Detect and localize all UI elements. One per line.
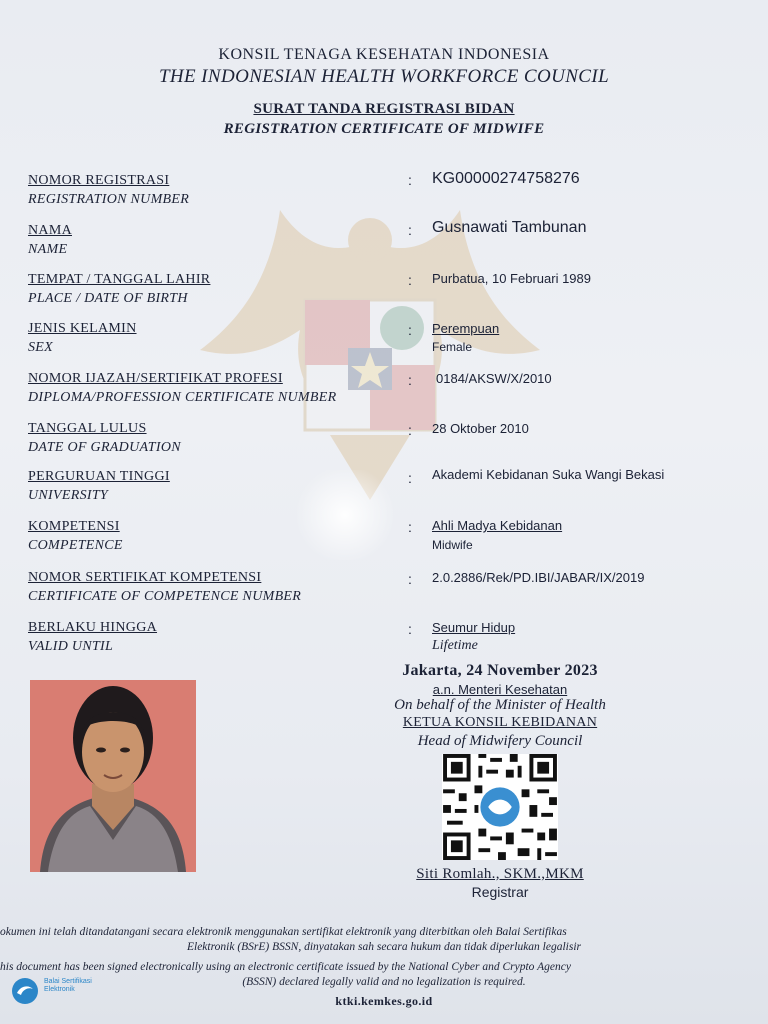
colon: : bbox=[408, 222, 412, 238]
registrar-name: Siti Romlah., SKM.,MKM bbox=[416, 866, 584, 882]
graduation-label: TANGGAL LULUS bbox=[28, 421, 147, 436]
name-sublabel: NAME bbox=[28, 242, 68, 257]
certificate-title-en: REGISTRATION CERTIFICATE OF MIDWIFE bbox=[223, 121, 545, 137]
colon: : bbox=[408, 571, 412, 587]
sex-label: JENIS KELAMIN bbox=[28, 321, 137, 336]
footer-note-en-2: (BSSN) declared legally valid and no legalization is required. bbox=[242, 976, 526, 988]
competence-cert-sublabel: CERTIFICATE OF COMPETENCE NUMBER bbox=[28, 589, 302, 604]
name-value: Gusnawati Tambunan bbox=[432, 219, 587, 236]
council-head-en: Head of Midwifery Council bbox=[417, 733, 583, 749]
university-label: PERGURUAN TINGGI bbox=[28, 469, 170, 484]
footer-note-id-1: okumen ini telah ditandatangani secara elektronik menggunakan sertifikat elektronik yang diterbitkan oleh Balai Sertifikas bbox=[0, 926, 567, 938]
place-date: Jakarta, 24 November 2023 bbox=[402, 662, 598, 679]
colon: : bbox=[408, 519, 412, 535]
competence-cert-label: NOMOR SERTIFIKAT KOMPETENSI bbox=[28, 570, 262, 585]
council-name-en: THE INDONESIAN HEALTH WORKFORCE COUNCIL bbox=[158, 66, 610, 87]
graduation-value: 28 Oktober 2010 bbox=[432, 421, 529, 436]
university-value: Akademi Kebidanan Suka Wangi Bekasi bbox=[432, 467, 665, 482]
name-label: NAMA bbox=[28, 223, 72, 238]
registration-number-sublabel: REGISTRATION NUMBER bbox=[28, 192, 190, 207]
competence-cert-value: 2.0.2886/Rek/PD.IBI/JABAR/IX/2019 bbox=[432, 570, 645, 585]
competence-subvalue: Midwife bbox=[432, 538, 473, 552]
colon: : bbox=[408, 272, 412, 288]
registration-number-label: NOMOR REGISTRASI bbox=[28, 173, 170, 188]
registrar-role: Registrar bbox=[471, 884, 529, 900]
competence-sublabel: COMPETENCE bbox=[28, 538, 123, 553]
bsre-logo-text: Balai Sertifikasi Elektronik bbox=[44, 978, 92, 993]
sex-subvalue: Female bbox=[432, 340, 473, 354]
council-name-id: KONSIL TENAGA KESEHATAN INDONESIA bbox=[218, 46, 550, 63]
sex-sublabel: SEX bbox=[28, 340, 54, 355]
colon: : bbox=[408, 470, 412, 486]
diploma-value: 0184/AKSW/X/2010 bbox=[436, 371, 552, 386]
colon: : bbox=[408, 172, 412, 188]
valid-until-value: Seumur Hidup bbox=[432, 620, 516, 635]
footer-note-id-2: Elektronik (BSrE) BSSN, dinyatakan sah secara hukum dan tidak diperlukan legalisir bbox=[186, 941, 582, 953]
light-glare bbox=[290, 470, 400, 560]
diploma-label: NOMOR IJAZAH/SERTIFIKAT PROFESI bbox=[28, 371, 283, 386]
colon: : bbox=[408, 322, 412, 338]
competence-label: KOMPETENSI bbox=[28, 519, 120, 534]
website-url[interactable]: ktki.kemkes.go.id bbox=[335, 994, 433, 1008]
birth-label: TEMPAT / TANGGAL LAHIR bbox=[28, 272, 211, 287]
competence-value: Ahli Madya Kebidanan bbox=[432, 518, 563, 533]
colon: : bbox=[408, 372, 412, 388]
qr-code-icon[interactable] bbox=[442, 754, 558, 860]
footer-note-en-1: his document has been signed electronically using an electronic certificate issued by the National Cyber and Crypto Agency bbox=[0, 961, 571, 973]
graduation-sublabel: DATE OF GRADUATION bbox=[28, 440, 181, 455]
on-behalf-en: On behalf of the Minister of Health bbox=[394, 697, 606, 713]
council-head-id: KETUA KONSIL KEBIDANAN bbox=[402, 715, 598, 730]
holder-photo bbox=[30, 680, 196, 872]
diploma-sublabel: DIPLOMA/PROFESSION CERTIFICATE NUMBER bbox=[28, 390, 337, 405]
birth-value: Purbatua, 10 Februari 1989 bbox=[432, 271, 591, 286]
certificate-title-id: SURAT TANDA REGISTRASI BIDAN bbox=[253, 101, 515, 117]
valid-until-subvalue: Lifetime bbox=[432, 638, 478, 653]
colon: : bbox=[408, 621, 412, 637]
valid-until-sublabel: VALID UNTIL bbox=[28, 639, 114, 654]
university-sublabel: UNIVERSITY bbox=[28, 488, 108, 503]
person-portrait-icon bbox=[30, 680, 196, 872]
colon: : bbox=[408, 422, 412, 438]
valid-until-label: BERLAKU HINGGA bbox=[28, 620, 158, 635]
birth-sublabel: PLACE / DATE OF BIRTH bbox=[28, 291, 188, 306]
registration-number-value: KG00000274758276 bbox=[432, 170, 580, 187]
sex-value: Perempuan bbox=[432, 321, 500, 336]
on-behalf-id: a.n. Menteri Kesehatan bbox=[432, 682, 568, 697]
